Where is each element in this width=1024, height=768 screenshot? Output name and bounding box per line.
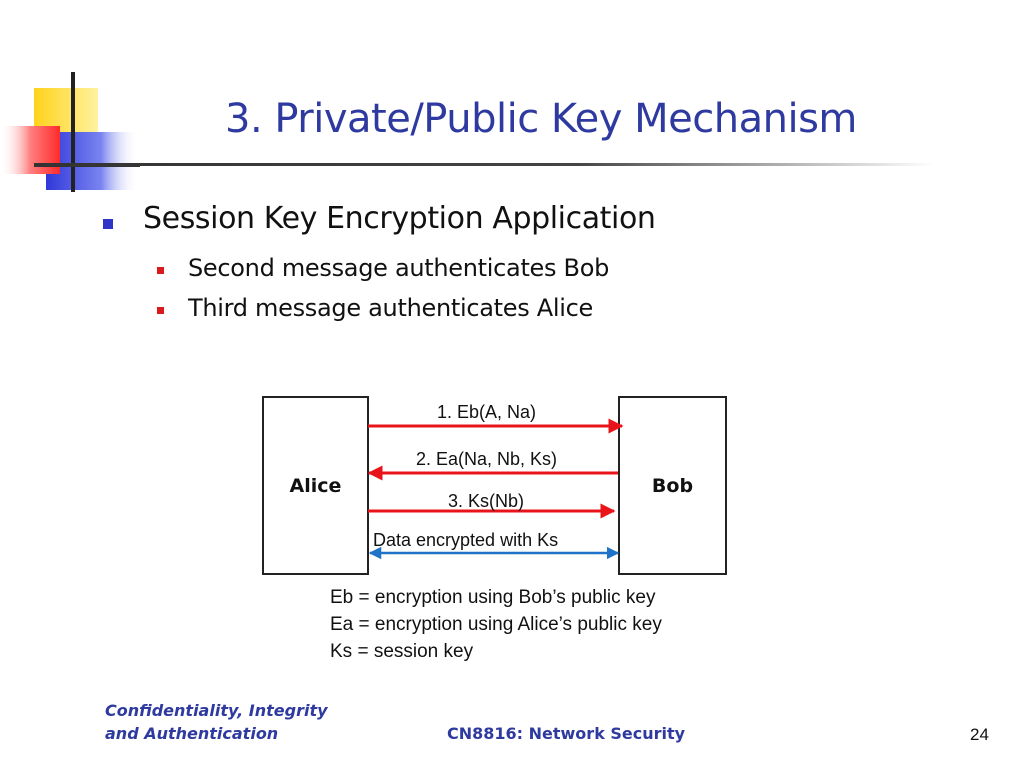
main-bullet-text: Session Key Encryption Application [143, 201, 656, 236]
footer-topic-line2: and Authentication [105, 724, 279, 743]
alice-label: Alice [289, 474, 342, 497]
legend-ks: Ks = session key [330, 641, 474, 662]
slide-title: 3. Private/Public Key Mechanism [225, 96, 857, 142]
bob-label: Bob [651, 474, 694, 497]
message-3-label: 3. Ks(Nb) [448, 491, 525, 511]
sub-bullet-text: Second message authenticates Bob [188, 254, 610, 282]
legend-eb: Eb = encryption using Bob’s public key [330, 587, 656, 608]
footer-course-name: CN8816: Network Security [447, 724, 686, 743]
message-2-label: 2. Ea(Na, Nb, Ks) [416, 449, 558, 469]
legend-ea: Ea = encryption using Alice’s public key [330, 614, 662, 635]
footer-topic-line1: Confidentiality, Integrity [105, 701, 328, 720]
footer-topic [105, 699, 328, 745]
sub-bullet-text: Third message authenticates Alice [188, 294, 593, 322]
data-label: Data encrypted with Ks [373, 530, 559, 550]
message-1-label: 1. Eb(A, Na) [437, 402, 537, 422]
page-number: 24 [970, 725, 989, 744]
